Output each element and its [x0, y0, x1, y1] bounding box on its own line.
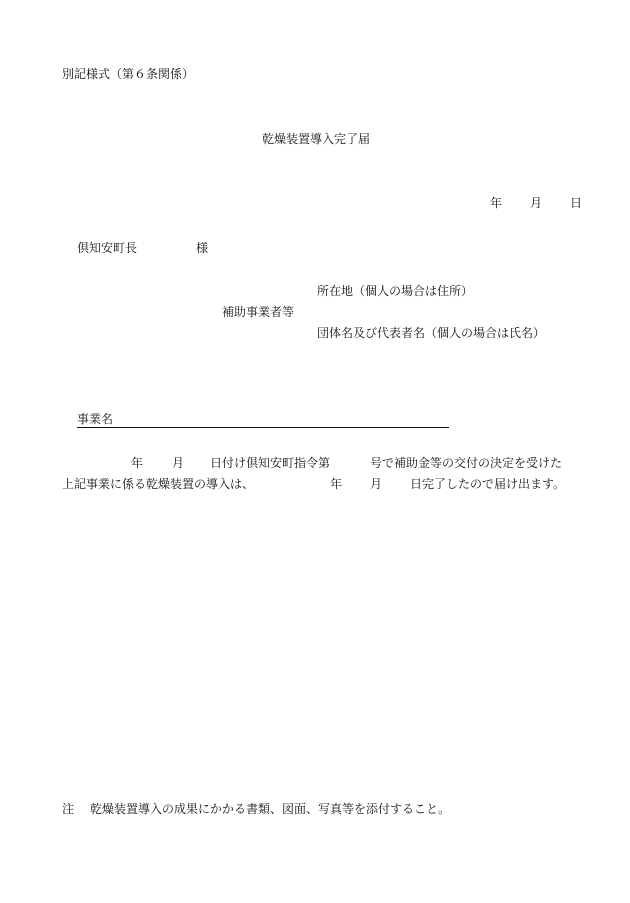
project-name-label: 事業名 [77, 412, 114, 426]
body-line2-month: 月 [370, 477, 383, 491]
addressee-name: 倶知安町長 [77, 241, 138, 255]
date-year-label: 年 [490, 196, 503, 210]
project-name-underline[interactable] [77, 411, 449, 428]
form-label: 別記様式（第６条関係） [62, 67, 195, 81]
representative-name-label: 団体名及び代表者名（個人の場合は氏名） [317, 326, 546, 340]
body-line1-year: 年 [131, 456, 144, 470]
footnote-mark: 注 [62, 802, 75, 816]
body-line2-year: 年 [330, 477, 343, 491]
body-line1-directive: 日付け倶知安町指令第 [210, 456, 331, 470]
footnote-text: 乾燥装置導入の成果にかかる書類、図面、写真等を添付すること。 [90, 802, 451, 816]
addressee-honorific: 様 [196, 241, 209, 255]
applicant-role-label: 補助事業者等 [222, 305, 295, 319]
address-label: 所在地（個人の場合は住所） [317, 284, 474, 298]
date-day-label: 日 [570, 196, 583, 210]
body-line1-tail: 号で補助金等の交付の決定を受けた [370, 456, 563, 470]
document-title: 乾燥装置導入完了届 [262, 132, 371, 146]
body-line2-tail: 日完了したので届け出ます。 [410, 477, 566, 491]
body-line2-head: 上記事業に係る乾燥装置の導入は、 [62, 477, 255, 491]
body-line1-month: 月 [172, 456, 185, 470]
date-month-label: 月 [530, 196, 543, 210]
